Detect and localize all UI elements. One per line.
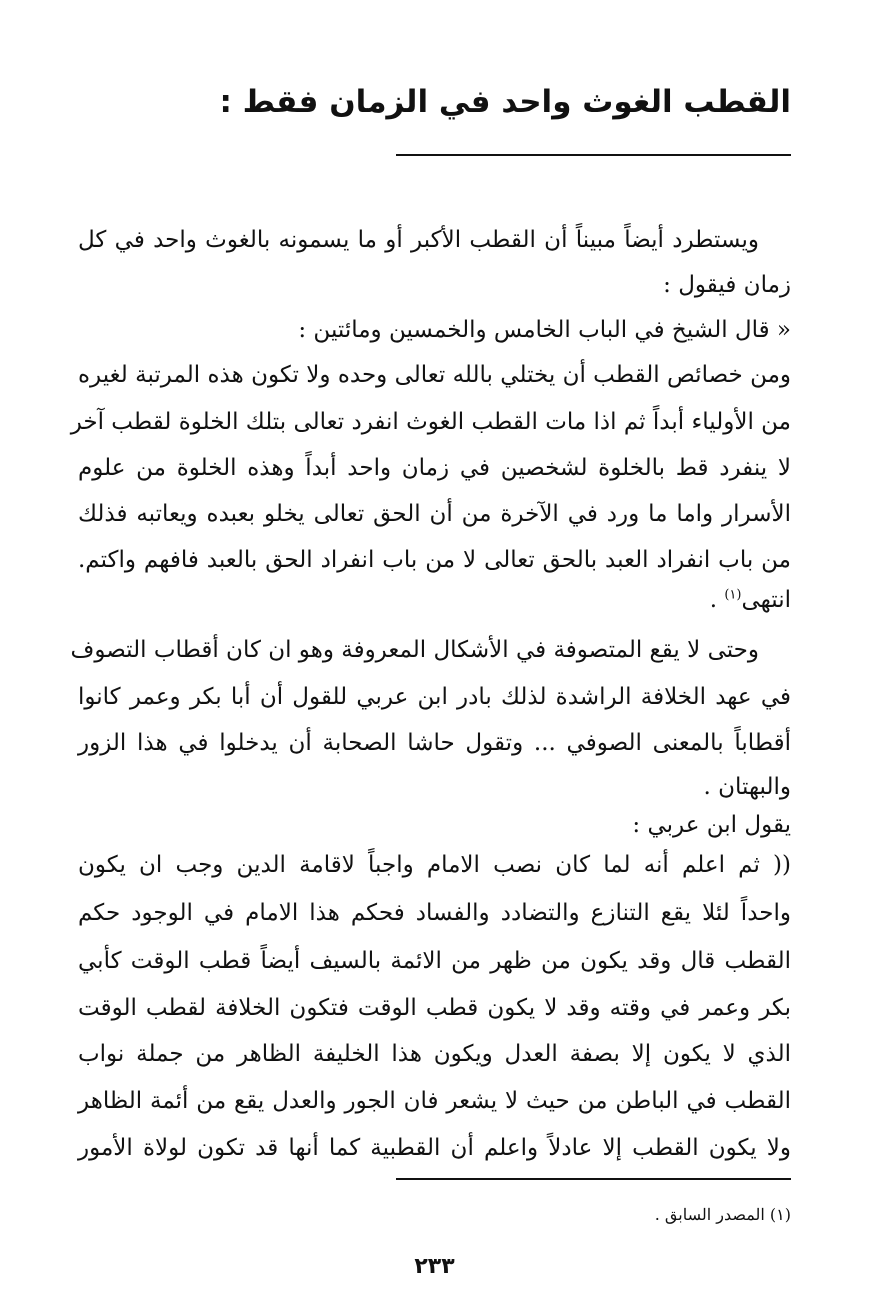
end-word: انتهى: [741, 587, 791, 613]
page-number: ٢٣٣: [414, 1254, 455, 1279]
body-line: الأسرار واما ما ورد في الآخرة من أن الحق تعالى يخلو بعبده ويعاتبه فذلك: [78, 501, 791, 527]
footnote-divider: [396, 1178, 791, 1180]
heading-divider: [396, 154, 791, 156]
quote-line: القطب قال وقد يكون من ظهر من الائمة بالسيف أيضاً قطب الوقت كأبي: [78, 948, 791, 974]
body-line: ويستطرد أيضاً مبيناً أن القطب الأكبر أو ما يسمونه بالغوث واحد في كل: [78, 227, 759, 253]
body-line: « قال الشيخ في الباب الخامس والخمسين ومائتين :: [298, 317, 791, 343]
body-line: ومن خصائص القطب أن يختلي بالله تعالى وحده ولا تكون هذه المرتبة لغيره: [78, 362, 791, 388]
body-line: أقطاباً بالمعنى الصوفي ... وتقول حاشا الصحابة أن يدخلوا في هذا الزور: [78, 730, 791, 756]
body-line: زمان فيقول :: [663, 272, 791, 298]
footnote: (١) المصدر السابق .: [654, 1205, 791, 1224]
quote-line: بكر وعمر في وقته وقد لا يكون قطب الوقت فتكون الخلافة لقطب الوقت: [78, 995, 791, 1021]
body-line: والبهتان .: [703, 774, 791, 800]
body-line-end: [78, 580, 791, 620]
quote-line: الذي لا يكون إلا بصفة العدل ويكون هذا الخليفة الظاهر من جملة نواب: [78, 1041, 791, 1067]
body-line: وحتى لا يقع المتصوفة في الأشكال المعروفة وهو ان كان أقطاب التصوف: [70, 637, 759, 663]
body-line: يقول ابن عربي :: [632, 812, 791, 838]
footnote-marker: (١): [724, 587, 742, 603]
body-line: لا ينفرد قط بالخلوة لشخصين في زمان واحد أبداً وهذه الخلوة من علوم: [78, 455, 791, 481]
section-heading: القطب الغوث واحد في الزمان فقط :: [219, 84, 791, 120]
end-mark: .: [709, 587, 718, 613]
body-line: في عهد الخلافة الراشدة لذلك بادر ابن عربي للقول أن أبا بكر وعمر كانوا: [78, 684, 791, 710]
body-line: من الأولياء أبداً ثم اذا مات القطب الغوث انفرد تعالى بتلك الخلوة لقطب آخر: [70, 409, 791, 435]
quote-line: واحداً لئلا يقع التنازع والتضادد والفساد فحكم هذا الامام في الوجود حكم: [78, 900, 791, 926]
body-line: من باب انفراد العبد بالحق تعالى لا من باب انفراد الحق بالعبد فافهم واكتم.: [78, 547, 791, 573]
quote-line: القطب في الباطن من حيث لا يشعر فان الجور والعدل يقع من أئمة الظاهر: [78, 1088, 791, 1114]
quote-line: (( ثم اعلم أنه لما كان نصب الامام واجباً لاقامة الدين وجب ان يكون: [78, 852, 791, 878]
quote-line: ولا يكون القطب إلا عادلاً واعلم أن القطبية كما أنها قد تكون لولاة الأمور: [78, 1135, 791, 1161]
